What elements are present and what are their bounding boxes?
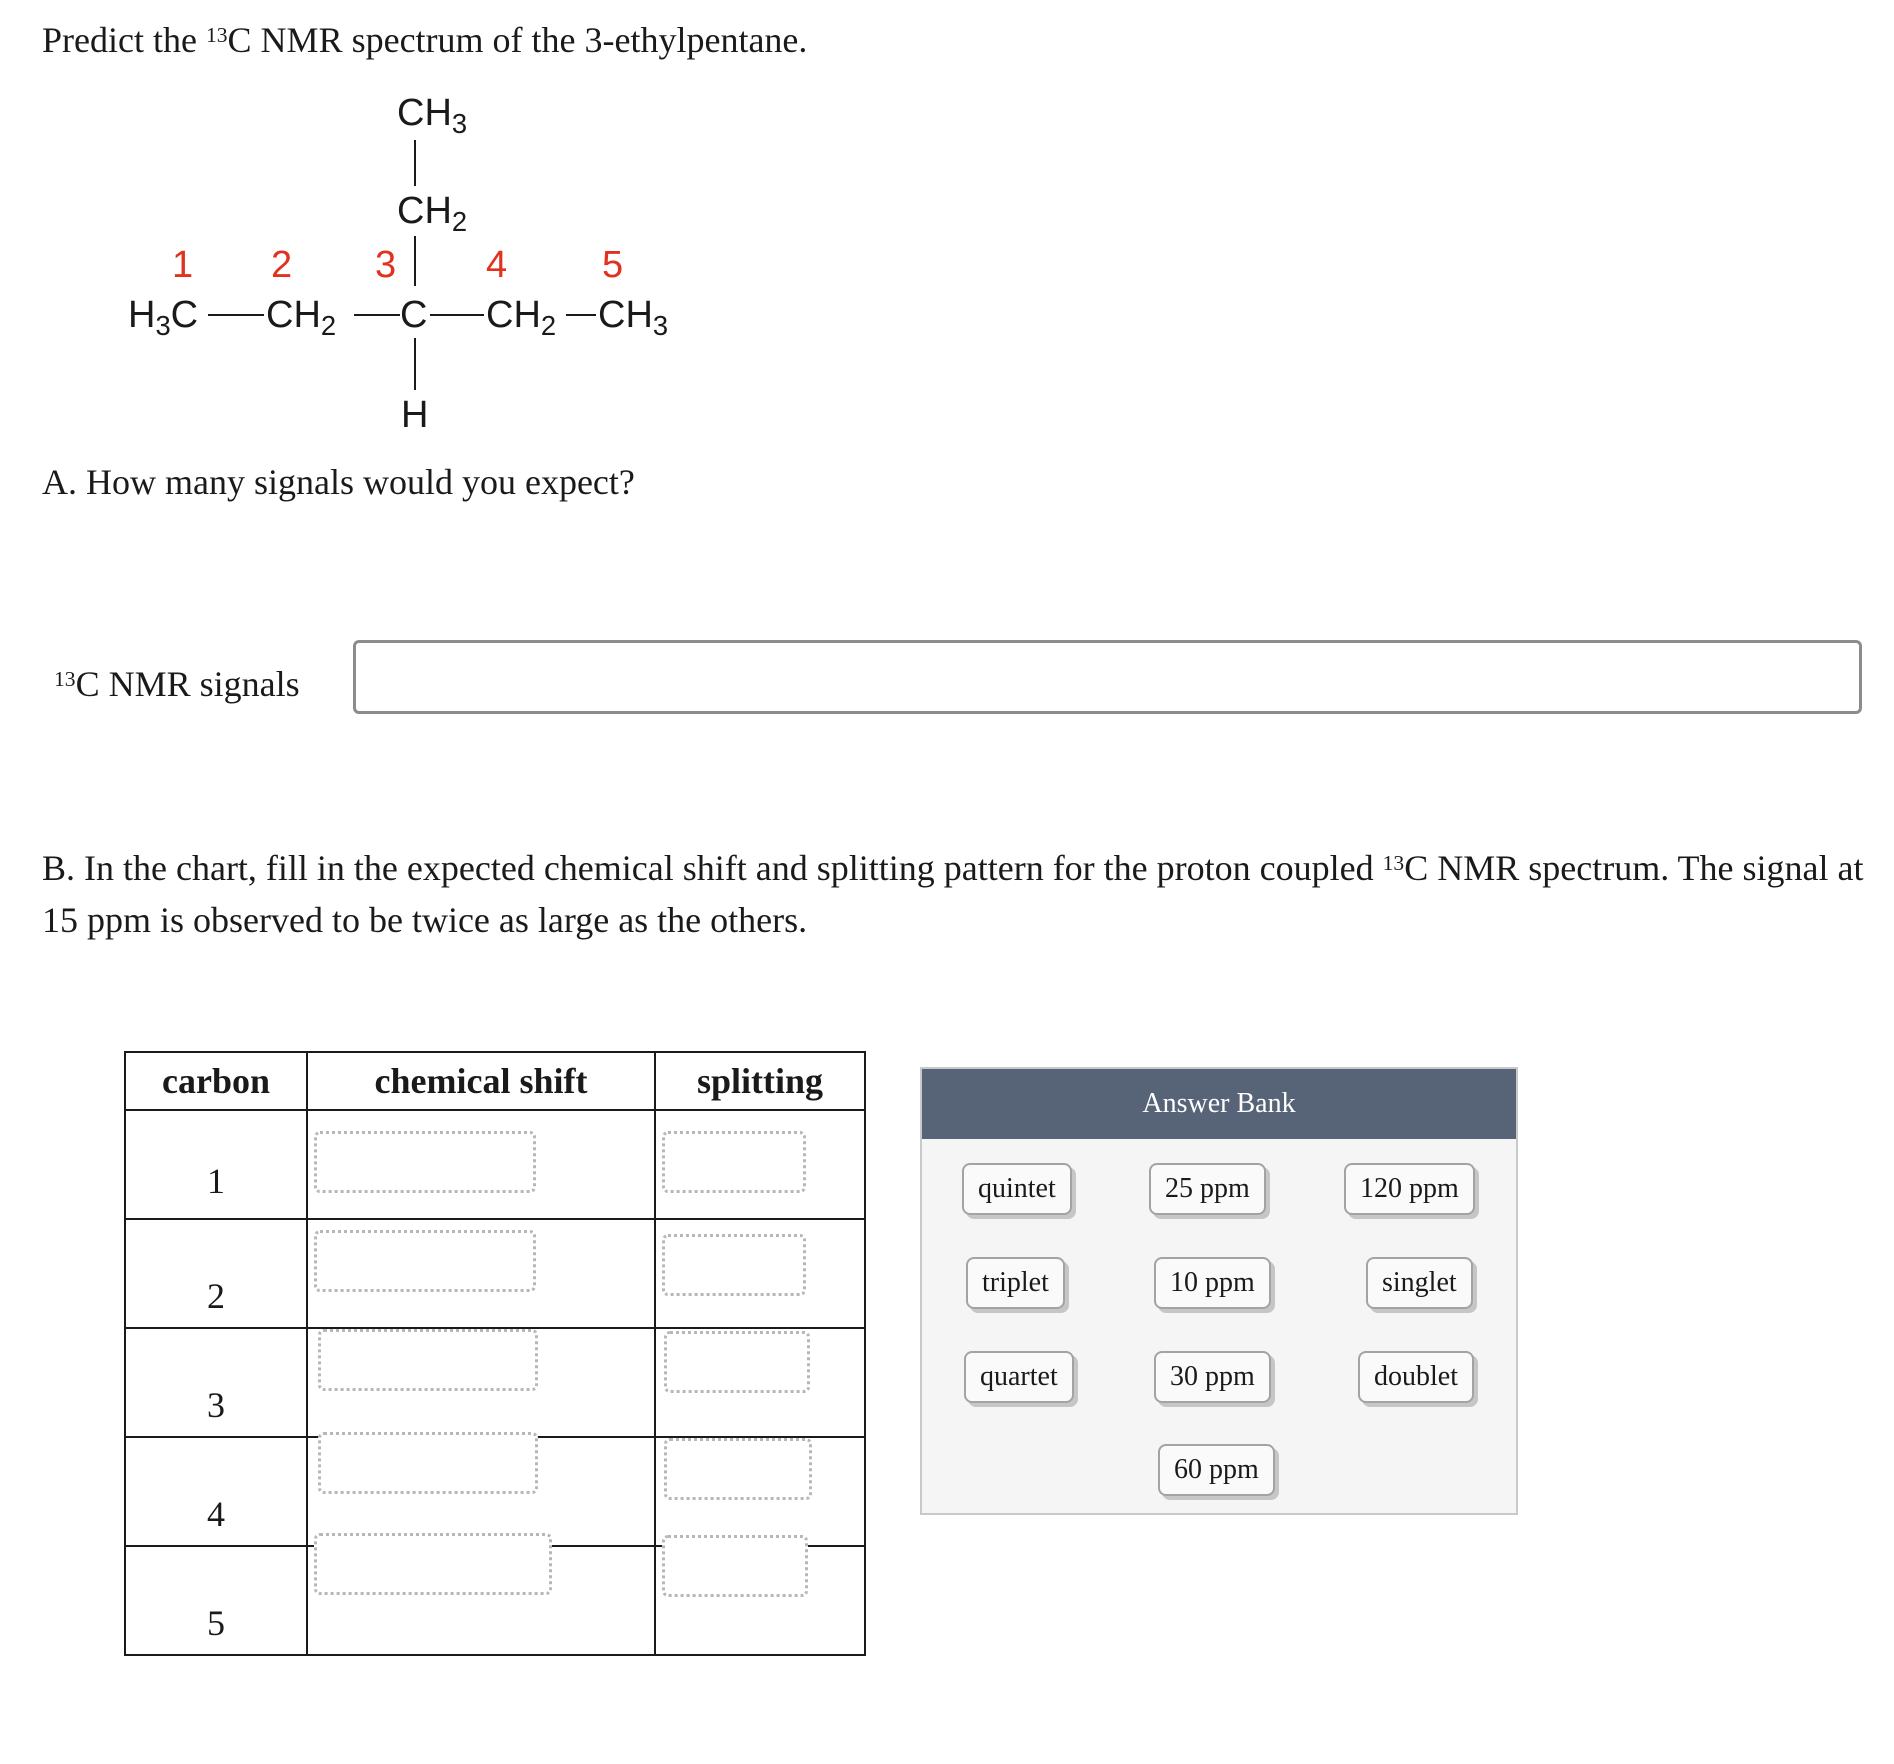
nmr-table <box>124 1051 866 1656</box>
header-splitting: splitting <box>655 1052 865 1110</box>
carbon-cell <box>125 1110 307 1219</box>
table-row <box>125 1110 865 1219</box>
carbon-number: 2 <box>207 1276 225 1316</box>
answer-chip-triplet[interactable]: triplet <box>966 1257 1065 1309</box>
answer-bank-title: Answer Bank <box>922 1069 1516 1139</box>
bond-c3-h <box>414 338 416 390</box>
part-b-question-line2: 15 ppm is observed to be twice as large as the others. <box>42 900 808 940</box>
answer-chip-10ppm[interactable]: 10 ppm <box>1154 1257 1271 1309</box>
answer-chip-60ppm[interactable]: 60 ppm <box>1158 1444 1275 1496</box>
bond-c4-c5 <box>566 314 596 316</box>
splitting-cell <box>655 1437 865 1546</box>
answer-bank <box>920 1067 1518 1515</box>
question-title: Predict the $^{13}$C NMR spectrum of the 3-ethylpentane. <box>42 20 808 60</box>
splitting-cell <box>655 1219 865 1328</box>
bond-c1-c2 <box>208 314 264 316</box>
carbon-number: 1 <box>207 1161 225 1201</box>
carbon-number: 3 <box>207 1385 225 1425</box>
ch2-right-group: $CH_2$ <box>486 294 557 342</box>
splitting-cell <box>655 1110 865 1219</box>
splitting-drop-zone[interactable] <box>662 1234 806 1296</box>
bond-ch3-ch2 <box>414 140 416 186</box>
splitting-drop-zone[interactable] <box>662 1131 806 1193</box>
answer-chip-quintet[interactable]: quintet <box>962 1163 1072 1215</box>
splitting-drop-zone[interactable] <box>664 1438 812 1500</box>
h-bottom: H <box>401 394 429 436</box>
table-row <box>125 1328 865 1437</box>
carbon-number: 5 <box>207 1603 225 1643</box>
table-row <box>125 1546 865 1655</box>
carbon-number: 4 <box>207 1494 225 1534</box>
carbon-label-5: 5 <box>602 244 624 286</box>
part-a-question: A. How many signals would you expect? <box>42 462 635 502</box>
answer-chip-quartet[interactable]: quartet <box>964 1351 1074 1403</box>
carbon-label-1: 1 <box>172 244 194 286</box>
answer-chip-25ppm[interactable]: 25 ppm <box>1149 1163 1266 1215</box>
chemical-shift-drop-zone[interactable] <box>318 1432 538 1494</box>
table-row <box>125 1437 865 1546</box>
carbon-cell <box>125 1219 307 1328</box>
part-b-question-line1: B. In the chart, fill in the expected chemical shift and splitting pattern for the proton coupled $^{13}$C NMR spectrum. The signal at <box>42 848 1864 888</box>
chemical-shift-cell <box>307 1110 655 1219</box>
splitting-drop-zone[interactable] <box>664 1331 810 1393</box>
bond-c3-c4 <box>430 314 484 316</box>
chemical-shift-drop-zone[interactable] <box>314 1230 536 1292</box>
header-chemical-shift: chemical shift <box>307 1052 655 1110</box>
c3-center: C <box>400 294 428 336</box>
header-carbon: carbon <box>125 1052 307 1110</box>
ch3-right-group: $CH_3$ <box>598 294 669 342</box>
ch2-top-group: $CH_2$ <box>397 190 468 238</box>
carbon-cell <box>125 1437 307 1546</box>
chemical-shift-cell <box>307 1437 655 1546</box>
bond-c2-c3 <box>354 314 400 316</box>
signals-input[interactable] <box>353 640 1862 714</box>
bond-ch2-c3 <box>414 236 416 286</box>
h3c-group: $H_3C$ <box>128 294 199 342</box>
chemical-shift-cell <box>307 1328 655 1437</box>
chemical-shift-drop-zone[interactable] <box>314 1131 536 1193</box>
carbon-cell <box>125 1328 307 1437</box>
ch2-left-group: $CH_2$ <box>266 294 337 342</box>
table-row <box>125 1219 865 1328</box>
carbon-label-2: 2 <box>271 244 293 286</box>
signals-label: $^{13}$C NMR signals <box>54 664 300 704</box>
splitting-cell <box>655 1328 865 1437</box>
answer-chip-30ppm[interactable]: 30 ppm <box>1154 1351 1271 1403</box>
carbon-label-3: 3 <box>375 244 397 286</box>
table-header-row <box>125 1052 865 1110</box>
ch3-top-group: $CH_3$ <box>397 92 468 140</box>
carbon-cell <box>125 1546 307 1655</box>
answer-chip-doublet[interactable]: doublet <box>1358 1351 1474 1403</box>
answer-chip-singlet[interactable]: singlet <box>1366 1257 1473 1309</box>
carbon-label-4: 4 <box>486 244 508 286</box>
chemical-shift-cell <box>307 1219 655 1328</box>
answer-chip-120ppm[interactable]: 120 ppm <box>1344 1163 1475 1215</box>
chemical-shift-drop-zone[interactable] <box>318 1329 538 1391</box>
splitting-cell <box>655 1546 865 1655</box>
chemical-shift-cell <box>307 1546 655 1655</box>
chemical-shift-drop-zone[interactable] <box>314 1533 552 1595</box>
splitting-drop-zone[interactable] <box>662 1535 808 1597</box>
